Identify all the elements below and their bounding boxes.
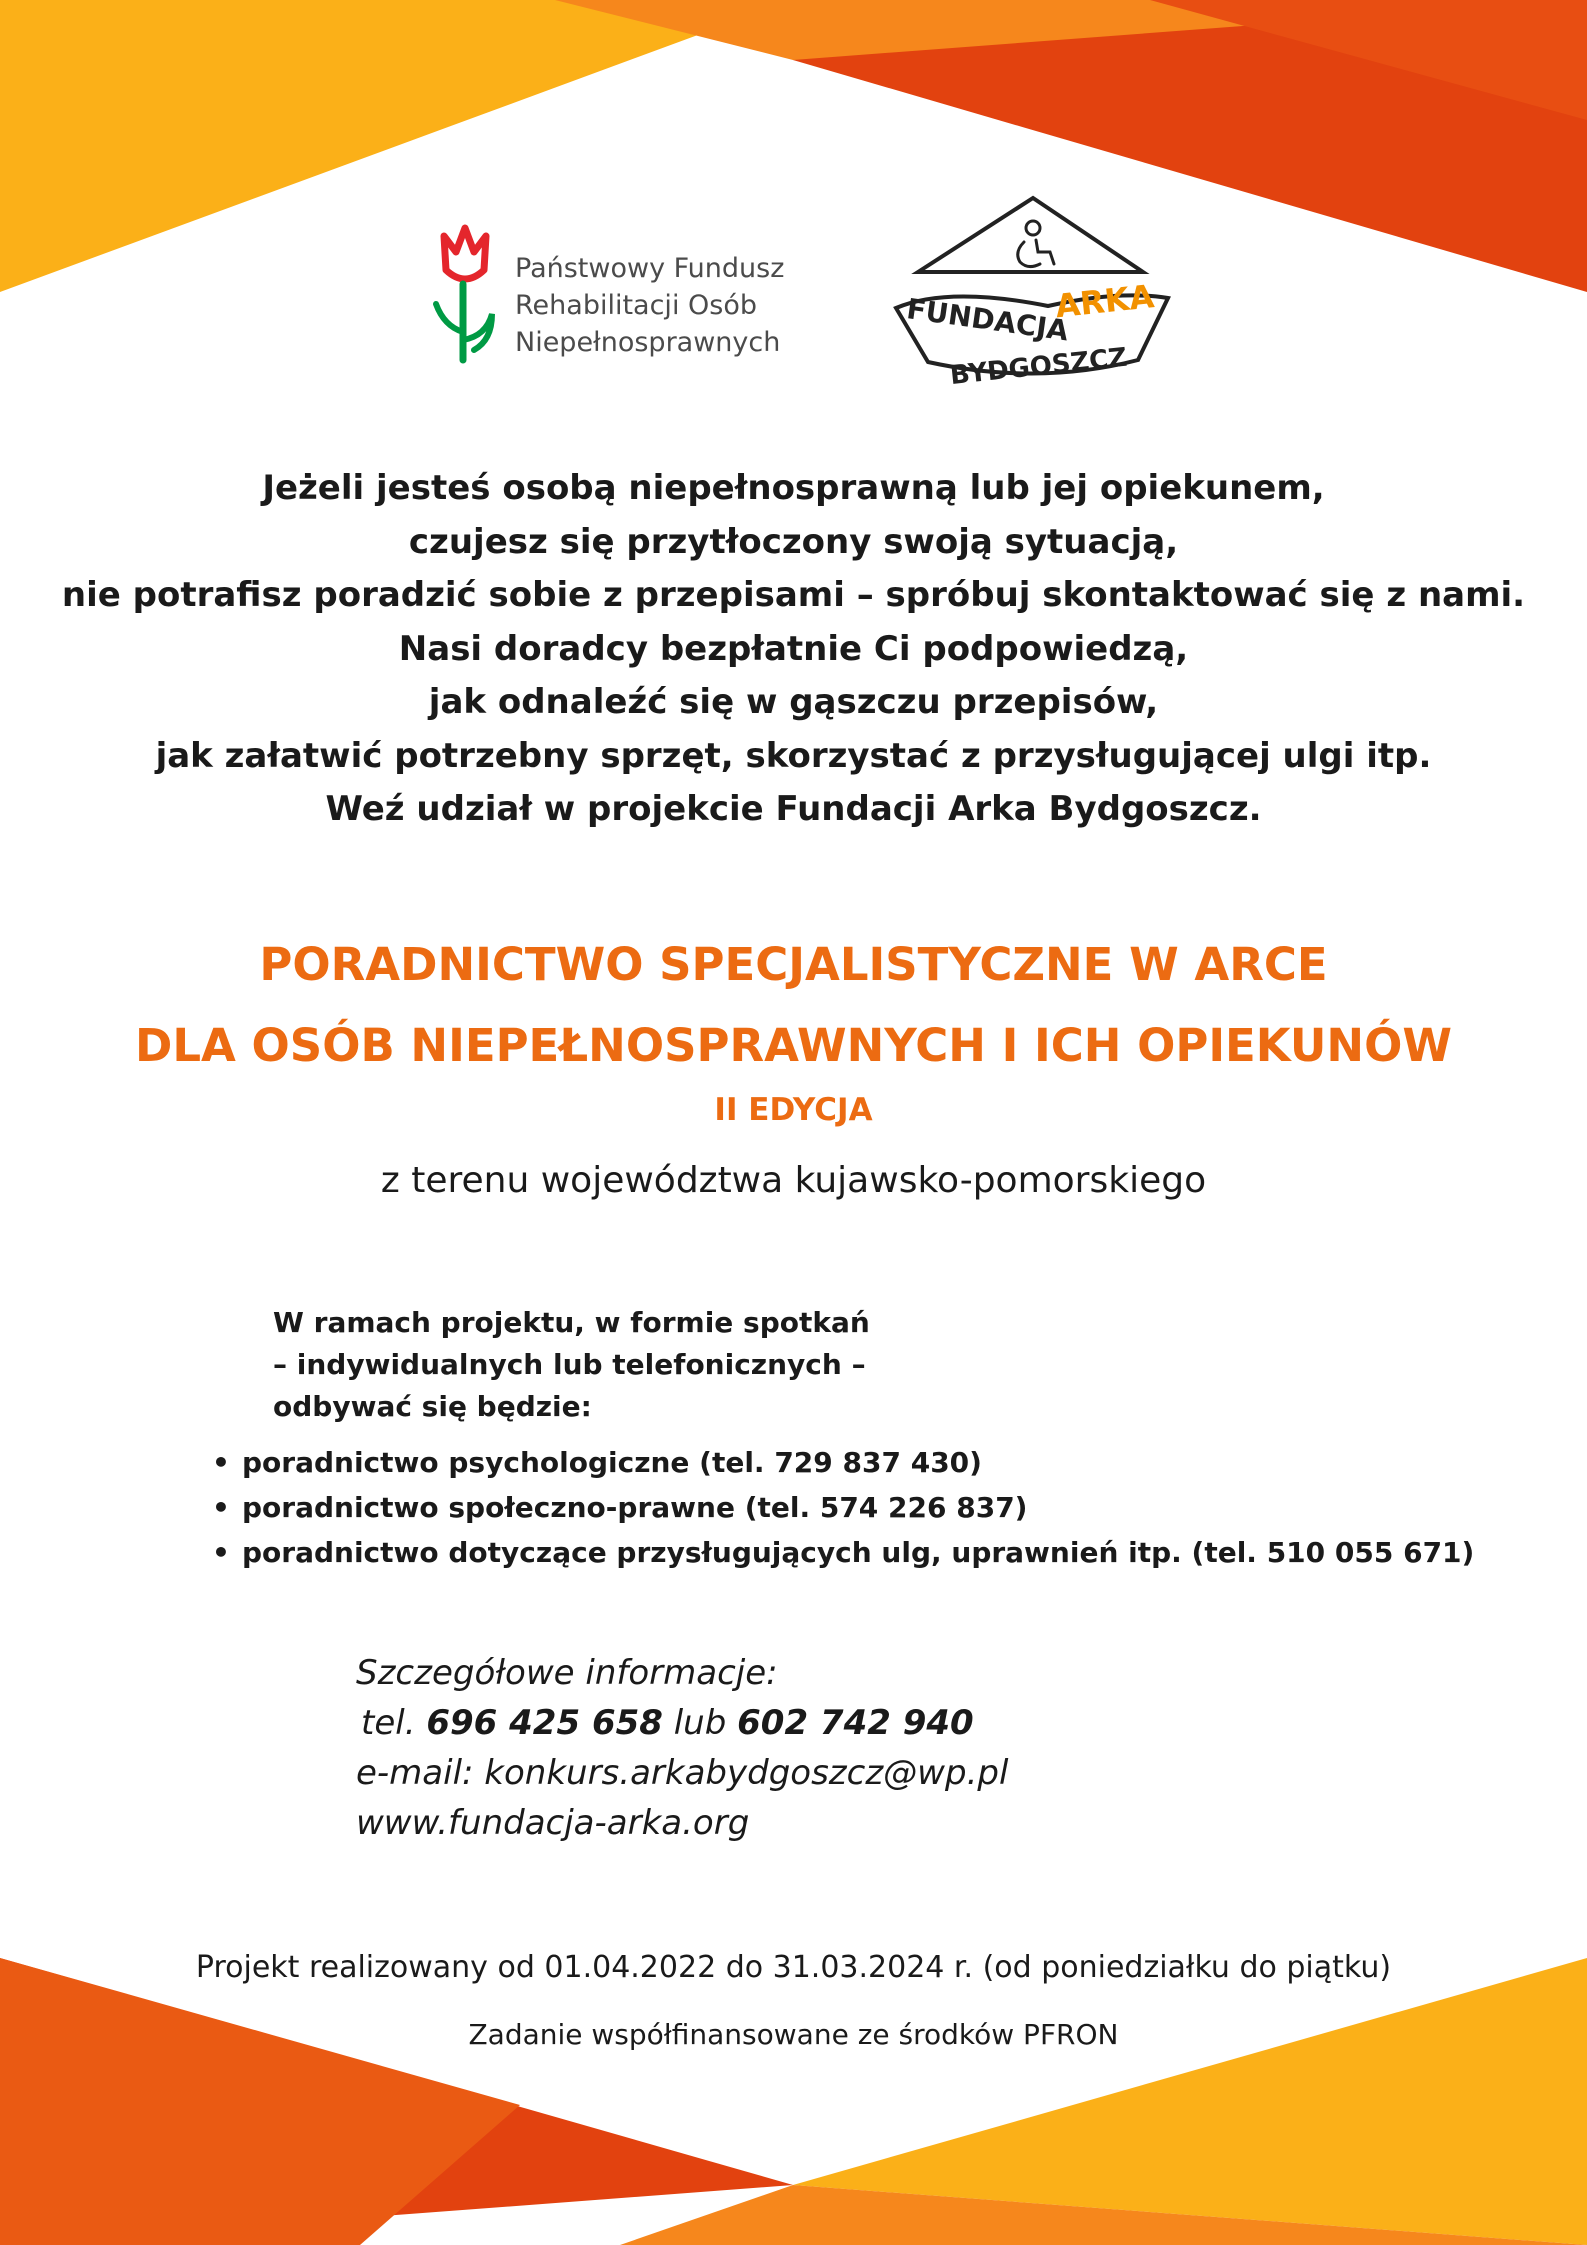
fundacja-arka-logo [888, 190, 1178, 405]
phone-connector: lub [673, 1703, 727, 1743]
contact-heading: Szczegółowe informacje: [356, 1653, 778, 1693]
intro-line: jak odnaleźć się w gąszczu przepisów, [428, 682, 1159, 722]
region-subtitle: z terenu województwa kujawsko-pomorskiego [380, 1160, 1207, 1201]
arka-word-arka: ARKA [1053, 277, 1156, 326]
service-text: poradnictwo psychologiczne (tel. 729 837 430) [242, 1446, 982, 1479]
phone-number-1[interactable]: 696 425 658 [426, 1703, 663, 1743]
arka-word-fundacja: FUNDACJA [904, 292, 1071, 348]
intro-line: jak załatwić potrzebny sprzęt, skorzystać z przysługującej ulgi itp. [155, 735, 1432, 776]
bottom-triangles [0, 1958, 1587, 2245]
project-intro-line: – indywidualnych lub telefonicznych – [273, 1348, 866, 1381]
arka-emblem [888, 190, 1178, 405]
intro-line: Nasi doradcy bezpłatnie Ci podpowiedzą, [398, 628, 1189, 669]
bullet-icon: • [212, 1536, 230, 1569]
list-item [212, 1530, 1474, 1575]
tel-prefix: tel. [361, 1703, 416, 1743]
title-line: DLA OSÓB NIEPEŁNOSPRAWNYCH I ICH OPIEKUNÓW [135, 1019, 1452, 1072]
project-intro-line: odbywać się będzie: [273, 1390, 592, 1423]
pfron-name-line: Rehabilitacji Osób [515, 290, 757, 321]
project-duration: Projekt realizowany od 01.04.2022 do 31.03.2024 r. (od poniedziałku do piątku) [195, 1950, 1392, 1985]
pfron-name-line: Państwowy Fundusz [515, 253, 785, 284]
tulip-icon [430, 222, 500, 372]
title-line: PORADNICTWO SPECJALISTYCZNE W ARCE [259, 938, 1328, 991]
funding-note: Zadanie współfinansowane ze środków PFRON [468, 2018, 1119, 2051]
tulip-leaf-right [463, 314, 492, 350]
services-list [212, 1440, 1474, 1575]
list-item [212, 1485, 1474, 1530]
tulip-flower [444, 228, 486, 279]
pfron-name-line: Niepełnosprawnych [515, 327, 781, 358]
edition-label: II EDYCJA [714, 1092, 873, 1128]
intro-line: czujesz się przytłoczony swoją sytuacją, [408, 521, 1179, 562]
arka-word-city: BYDGOSZCZ [948, 342, 1129, 392]
wheelchair-icon [1018, 240, 1054, 267]
intro-line: Jeżeli jesteś osobą niepełnosprawną lub jej opiekunem, [262, 468, 1325, 508]
project-title [60, 924, 1527, 1086]
service-text: poradnictwo społeczno-prawne (tel. 574 226 837) [242, 1491, 1028, 1524]
pfron-logo [420, 222, 820, 372]
intro-line: nie potrafisz poradzić sobie z przepisami – spróbuj skontaktować się z nami. [61, 575, 1526, 615]
intro-line: Weź udział w projekcie Fundacji Arka Bydgoszcz. [325, 789, 1262, 829]
contact-phone-line [356, 1698, 1008, 1748]
website-link[interactable]: www.fundacja-arka.org [356, 1803, 750, 1843]
intro-paragraph [60, 462, 1527, 837]
tulip-leaf-left [436, 304, 463, 332]
project-intro-line: W ramach projektu, w formie spotkań [273, 1306, 870, 1339]
list-item [212, 1440, 1474, 1485]
bullet-icon: • [212, 1491, 230, 1524]
bullet-icon: • [212, 1446, 230, 1479]
phone-number-2[interactable]: 602 742 940 [737, 1703, 974, 1743]
contact-block [356, 1648, 1008, 1848]
project-intro [273, 1302, 870, 1428]
pfron-name [515, 250, 784, 361]
wheelchair-icon-head [1026, 221, 1040, 235]
service-text: poradnictwo dotyczące przysługujących ulg, uprawnień itp. (tel. 510 055 671) [242, 1536, 1475, 1569]
email-link[interactable]: e-mail: konkurs.arkabydgoszcz@wp.pl [356, 1753, 1009, 1793]
